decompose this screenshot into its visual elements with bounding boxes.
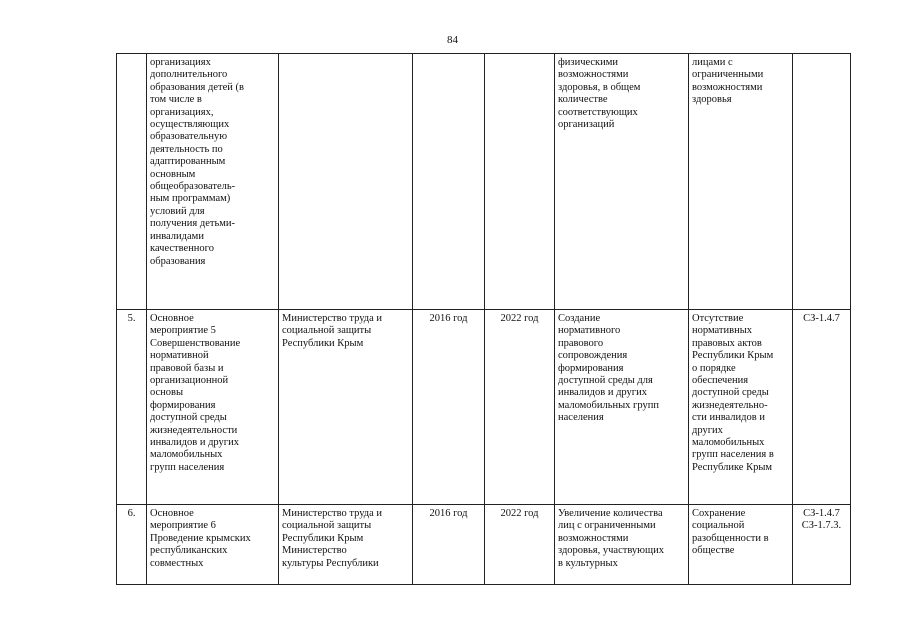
row-number-cell: 6.	[117, 505, 147, 585]
consequence-cell: Сохранение социальной разобщенности в обществе	[689, 505, 793, 585]
table-row	[117, 505, 851, 585]
start-year-cell: 2016 год	[413, 310, 485, 505]
activity-cell: организациях дополнительного образования детей (в том числе в организациях, осуществляющих образовательную деятельность по адаптированным основным общеобразователь- ным программам) условий для получения детьми- инвалидами качественного образования	[147, 54, 279, 310]
end-year-cell: 2022 год	[485, 310, 555, 505]
expected-result-cell: физическими возможностями здоровья, в общем количестве соответствующих организаций	[555, 54, 689, 310]
indicator-code-cell	[793, 54, 851, 310]
indicator-code-cell: СЗ-1.4.7	[793, 310, 851, 505]
executor-cell: Министерство труда и социальной защиты Республики Крым Министерство культуры Республики	[279, 505, 413, 585]
activity-cell: Основное мероприятие 6 Проведение крымских республиканских совместных	[147, 505, 279, 585]
consequence-cell: Отсутствие нормативных правовых актов Республики Крым о порядке обеспечения доступной среды жизнедеятельно- сти инвалидов и других маломобильных групп населения в Республике Крым	[689, 310, 793, 505]
consequence-cell: лицами с ограниченными возможностями здоровья	[689, 54, 793, 310]
table-row	[117, 54, 851, 310]
activity-cell: Основное мероприятие 5 Совершенствование нормативной правовой базы и организационной основы формирования доступной среды жизнедеятельности инвалидов и других маломобильных групп населения	[147, 310, 279, 505]
row-number-cell	[117, 54, 147, 310]
executor-cell: Министерство труда и социальной защиты Республики Крым	[279, 310, 413, 505]
executor-cell	[279, 54, 413, 310]
end-year-cell	[485, 54, 555, 310]
program-activities-table	[116, 53, 851, 585]
indicator-code-cell: СЗ-1.4.7 СЗ-1.7.3.	[793, 505, 851, 585]
page-number: 84	[447, 34, 458, 46]
start-year-cell: 2016 год	[413, 505, 485, 585]
expected-result-cell: Увеличение количества лиц с ограниченными возможностями здоровья, участвующих в культурных	[555, 505, 689, 585]
table-row	[117, 310, 851, 505]
row-number-cell: 5.	[117, 310, 147, 505]
start-year-cell	[413, 54, 485, 310]
end-year-cell: 2022 год	[485, 505, 555, 585]
expected-result-cell: Создание нормативного правового сопровождения формирования доступной среды для инвалидов и других маломобильных групп населения	[555, 310, 689, 505]
